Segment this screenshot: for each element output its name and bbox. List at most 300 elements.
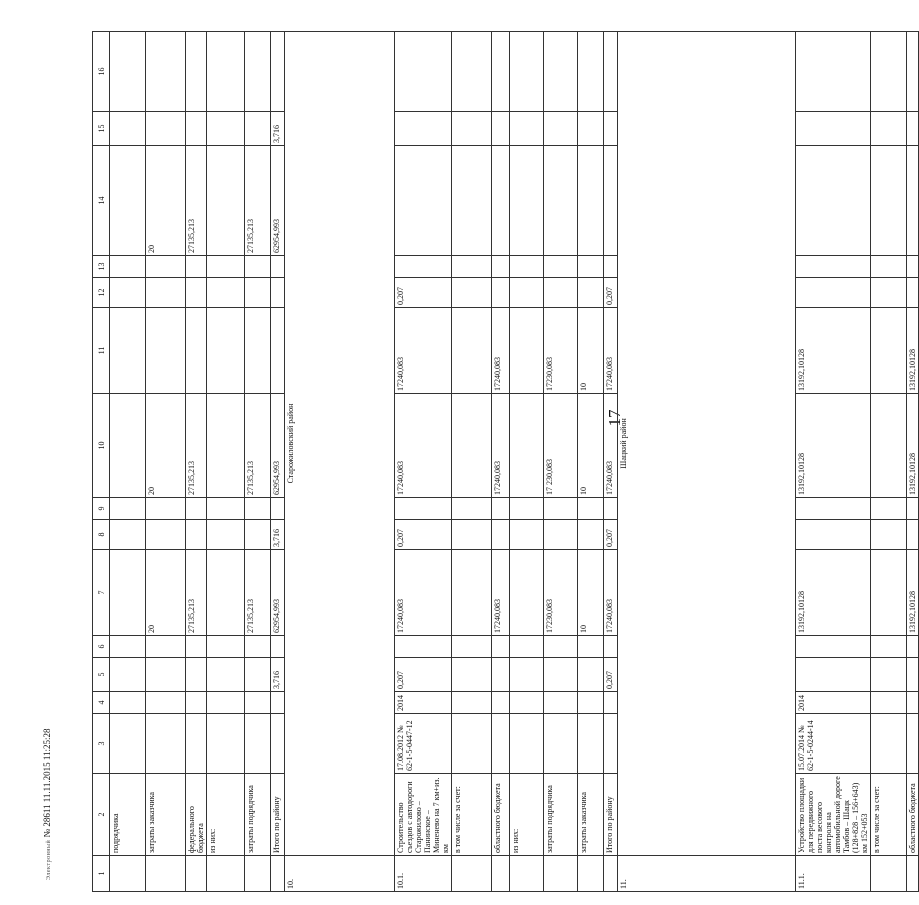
table-cell	[452, 112, 492, 146]
table-cell	[245, 692, 271, 714]
table-cell	[492, 32, 510, 112]
table-cell	[510, 146, 544, 256]
table-row	[578, 32, 604, 892]
table-cell	[146, 278, 186, 308]
table-cell	[452, 146, 492, 256]
table-cell	[207, 520, 245, 550]
table-cell	[907, 636, 919, 658]
table-cell: затраты подрядчика	[245, 774, 271, 856]
table-cell	[492, 636, 510, 658]
table-cell	[452, 308, 492, 394]
table-cell	[796, 32, 871, 112]
table-cell	[186, 308, 207, 394]
table-cell	[245, 32, 271, 112]
header-cell: 13	[93, 256, 110, 278]
table-cell	[146, 636, 186, 658]
table-cell	[146, 856, 186, 892]
table-cell	[604, 498, 618, 520]
table-cell: 10	[578, 394, 604, 498]
table-cell	[871, 256, 907, 278]
table-cell	[271, 714, 285, 774]
table-cell	[510, 636, 544, 658]
header-cell: 15	[93, 112, 110, 146]
table-cell	[110, 856, 146, 892]
table-cell	[871, 112, 907, 146]
table-cell	[796, 498, 871, 520]
document-id: № 28611 11.11.2015 11:25:28	[42, 728, 52, 838]
table-cell	[907, 32, 919, 112]
table-cell: 20	[146, 146, 186, 256]
header-cell: 9	[93, 498, 110, 520]
table-cell	[110, 520, 146, 550]
table-cell	[492, 856, 510, 892]
header-cell: 11	[93, 308, 110, 394]
table-cell	[110, 32, 146, 112]
table-cell	[578, 278, 604, 308]
header-cell: 12	[93, 278, 110, 308]
table-cell: 3,716	[271, 112, 285, 146]
table-cell: 0,207	[395, 658, 452, 692]
table-cell	[492, 146, 510, 256]
table-cell	[110, 714, 146, 774]
table-cell: 10.1.	[395, 856, 452, 892]
table-cell: 13192,10128	[907, 308, 919, 394]
table-cell: 17240,083	[492, 394, 510, 498]
table-cell	[245, 520, 271, 550]
table-cell: 0,207	[395, 278, 452, 308]
table-cell	[578, 256, 604, 278]
table-cell: из них:	[207, 774, 245, 856]
table-cell	[796, 112, 871, 146]
table-cell	[271, 856, 285, 892]
table-cell: 17240,083	[604, 308, 618, 394]
table-cell	[544, 112, 578, 146]
table-cell	[544, 278, 578, 308]
table-cell	[871, 394, 907, 498]
section-number: 10.	[285, 856, 395, 892]
table-cell	[907, 714, 919, 774]
section-title: Старожиловский район	[285, 32, 395, 856]
table-cell	[245, 856, 271, 892]
table-cell	[271, 498, 285, 520]
table-cell	[110, 550, 146, 636]
budget-table-container	[92, 32, 917, 892]
table-cell: 13192,10128	[907, 550, 919, 636]
table-cell	[452, 692, 492, 714]
table-cell	[110, 658, 146, 692]
table-cell: 3,716	[271, 520, 285, 550]
table-row	[452, 32, 492, 892]
table-cell	[578, 498, 604, 520]
table-cell	[604, 256, 618, 278]
table-cell: 13192,10128	[796, 394, 871, 498]
table-cell	[871, 146, 907, 256]
table-row	[510, 32, 544, 892]
table-cell	[146, 256, 186, 278]
table-cell	[271, 32, 285, 112]
table-cell	[245, 714, 271, 774]
table-cell: 17240,083	[604, 394, 618, 498]
table-cell	[395, 146, 452, 256]
table-cell	[207, 278, 245, 308]
table-cell	[271, 636, 285, 658]
table-cell: 15.07.2014 № 62-1-5-0244-14	[796, 714, 871, 774]
table-cell	[871, 692, 907, 714]
header-cell: 14	[93, 146, 110, 256]
table-cell	[186, 636, 207, 658]
table-cell	[245, 636, 271, 658]
table-cell	[604, 692, 618, 714]
table-row	[110, 32, 146, 892]
section-row	[618, 32, 796, 892]
page-number: 17	[605, 409, 624, 427]
table-cell	[544, 520, 578, 550]
table-cell	[207, 146, 245, 256]
table-cell: 17240,083	[492, 308, 510, 394]
table-cell	[207, 308, 245, 394]
header-cell: 8	[93, 520, 110, 550]
table-cell: 13192,10128	[796, 308, 871, 394]
table-cell	[207, 498, 245, 520]
table-cell	[604, 112, 618, 146]
header-cell: 4	[93, 692, 110, 714]
table-cell: затраты заказчика	[146, 774, 186, 856]
table-cell	[544, 714, 578, 774]
header-cell: 2	[93, 774, 110, 856]
table-cell	[146, 520, 186, 550]
table-cell: 13192,10128	[907, 394, 919, 498]
table-cell	[207, 32, 245, 112]
table-cell	[110, 692, 146, 714]
table-cell: подрядчика	[110, 774, 146, 856]
table-cell	[245, 308, 271, 394]
table-cell	[207, 658, 245, 692]
table-cell	[578, 520, 604, 550]
table-cell	[110, 636, 146, 658]
table-cell	[544, 32, 578, 112]
section-title: Шацкий район	[618, 32, 796, 856]
table-cell: затраты подрядчика	[544, 774, 578, 856]
table-cell	[907, 256, 919, 278]
table-cell	[604, 32, 618, 112]
table-cell	[146, 32, 186, 112]
table-cell	[452, 256, 492, 278]
table-cell	[110, 308, 146, 394]
table-cell	[578, 112, 604, 146]
table-cell	[604, 714, 618, 774]
table-cell	[907, 278, 919, 308]
table-cell	[395, 32, 452, 112]
table-cell	[578, 856, 604, 892]
table-cell	[510, 714, 544, 774]
table-header-row	[93, 32, 110, 892]
table-cell	[452, 32, 492, 112]
table-cell	[871, 856, 907, 892]
table-cell	[186, 658, 207, 692]
table-cell	[186, 714, 207, 774]
header-cell: 1	[93, 856, 110, 892]
table-cell	[510, 112, 544, 146]
header-cell: 10	[93, 394, 110, 498]
table-cell	[510, 394, 544, 498]
header-cell: 7	[93, 550, 110, 636]
table-cell: 17240,083	[604, 550, 618, 636]
budget-table	[92, 31, 919, 892]
table-cell	[544, 498, 578, 520]
table-cell: 27135,213	[245, 394, 271, 498]
table-cell: 17240,083	[492, 550, 510, 636]
table-cell	[186, 256, 207, 278]
table-cell: 62954,993	[271, 550, 285, 636]
table-cell: 20	[146, 394, 186, 498]
table-cell	[110, 146, 146, 256]
table-row	[146, 32, 186, 892]
table-cell	[207, 550, 245, 636]
section-row	[285, 32, 395, 892]
table-row	[604, 32, 618, 892]
table-cell: 27135,213	[186, 146, 207, 256]
table-cell	[110, 112, 146, 146]
table-cell	[110, 256, 146, 278]
table-cell	[207, 394, 245, 498]
table-cell	[510, 256, 544, 278]
table-cell	[146, 112, 186, 146]
table-cell: в том числе за счет:	[871, 774, 907, 856]
table-cell	[871, 308, 907, 394]
table-cell	[146, 658, 186, 692]
table-cell	[871, 278, 907, 308]
table-cell	[510, 308, 544, 394]
table-cell	[146, 498, 186, 520]
table-cell	[492, 498, 510, 520]
header-cell: 6	[93, 636, 110, 658]
table-cell: из них:	[510, 774, 544, 856]
table-cell	[796, 256, 871, 278]
table-cell	[271, 278, 285, 308]
table-cell	[871, 636, 907, 658]
table-cell	[245, 498, 271, 520]
table-row	[492, 32, 510, 892]
table-cell	[245, 112, 271, 146]
table-cell: 17240,083	[395, 550, 452, 636]
table-cell	[146, 308, 186, 394]
table-cell	[452, 550, 492, 636]
table-cell	[186, 112, 207, 146]
table-cell: затраты заказчика	[578, 774, 604, 856]
table-cell	[907, 520, 919, 550]
table-cell	[871, 714, 907, 774]
table-cell: 10	[578, 550, 604, 636]
table-cell	[452, 520, 492, 550]
table-cell	[110, 394, 146, 498]
table-cell	[452, 856, 492, 892]
table-cell: в том числе за счет:	[452, 774, 492, 856]
table-cell	[207, 714, 245, 774]
table-cell	[186, 692, 207, 714]
table-cell: 11.1.	[796, 856, 871, 892]
table-cell	[604, 146, 618, 256]
table-cell	[871, 520, 907, 550]
table-cell	[452, 498, 492, 520]
table-row	[395, 32, 452, 892]
header-cell: 3	[93, 714, 110, 774]
table-cell: Устройство площадки для передвижного поста весового контроля на автомобильной дороге Тамбов – Шацк (128+828 – 156+643) км 152+053	[796, 774, 871, 856]
table-cell	[271, 256, 285, 278]
table-cell	[395, 256, 452, 278]
table-cell	[510, 278, 544, 308]
table-cell: 17240,083	[395, 308, 452, 394]
table-row	[796, 32, 871, 892]
table-cell	[207, 856, 245, 892]
table-cell	[871, 658, 907, 692]
table-cell	[510, 856, 544, 892]
table-cell	[395, 498, 452, 520]
table-cell	[796, 278, 871, 308]
table-row	[907, 32, 919, 892]
table-cell	[146, 714, 186, 774]
table-cell: 2014	[395, 692, 452, 714]
table-cell	[578, 636, 604, 658]
table-cell	[796, 520, 871, 550]
table-cell	[110, 498, 146, 520]
table-cell	[544, 636, 578, 658]
table-row	[245, 32, 271, 892]
table-cell	[871, 32, 907, 112]
table-cell: 2014	[796, 692, 871, 714]
table-cell	[146, 692, 186, 714]
table-cell	[271, 308, 285, 394]
table-cell	[871, 550, 907, 636]
table-cell	[578, 658, 604, 692]
table-cell	[186, 520, 207, 550]
electronic-registry-stamp	[42, 400, 56, 880]
table-cell	[492, 278, 510, 308]
table-cell: 27135,213	[186, 550, 207, 636]
table-cell	[544, 256, 578, 278]
table-cell	[492, 256, 510, 278]
table-cell	[510, 692, 544, 714]
header-cell: 5	[93, 658, 110, 692]
table-cell	[271, 692, 285, 714]
table-cell	[245, 658, 271, 692]
table-cell: 17230,083	[544, 550, 578, 636]
table-cell	[796, 658, 871, 692]
table-cell	[907, 498, 919, 520]
table-cell	[452, 278, 492, 308]
table-cell	[186, 278, 207, 308]
table-cell: 20	[146, 550, 186, 636]
table-cell	[544, 856, 578, 892]
table-cell	[578, 146, 604, 256]
table-cell	[395, 636, 452, 658]
table-row	[207, 32, 245, 892]
table-cell	[604, 856, 618, 892]
table-cell	[510, 550, 544, 636]
table-cell	[544, 146, 578, 256]
table-cell	[907, 146, 919, 256]
table-cell	[492, 112, 510, 146]
table-cell: 13192,10128	[796, 550, 871, 636]
table-cell	[186, 498, 207, 520]
table-cell	[186, 856, 207, 892]
table-row	[186, 32, 207, 892]
table-cell	[452, 658, 492, 692]
table-cell: 10	[578, 308, 604, 394]
table-cell	[452, 714, 492, 774]
table-cell	[245, 278, 271, 308]
table-cell	[207, 636, 245, 658]
table-cell	[492, 714, 510, 774]
table-cell	[871, 498, 907, 520]
table-cell	[207, 256, 245, 278]
table-cell: Итого по району	[271, 774, 285, 856]
table-cell	[907, 692, 919, 714]
table-cell: 62954,993	[271, 394, 285, 498]
section-number: 11.	[618, 856, 796, 892]
table-row	[544, 32, 578, 892]
table-cell	[452, 636, 492, 658]
table-cell	[110, 278, 146, 308]
table-cell: 3,716	[271, 658, 285, 692]
table-cell	[207, 112, 245, 146]
table-cell	[907, 658, 919, 692]
header-cell: 16	[93, 32, 110, 112]
table-cell	[907, 112, 919, 146]
table-cell: 0,207	[395, 520, 452, 550]
table-cell: 27135,213	[245, 146, 271, 256]
table-cell: 17 230,083	[544, 394, 578, 498]
table-cell: 17240,083	[395, 394, 452, 498]
table-cell	[492, 692, 510, 714]
table-cell: Строительство съездов с автодороги Старожилово – Панинское – Миненево на 7 км+из. км	[395, 774, 452, 856]
table-cell	[510, 498, 544, 520]
table-cell	[796, 146, 871, 256]
table-cell: Итого по району	[604, 774, 618, 856]
table-cell: 0,207	[604, 278, 618, 308]
table-cell: 0,207	[604, 520, 618, 550]
table-cell	[907, 856, 919, 892]
table-cell: 17230,083	[544, 308, 578, 394]
table-cell: областного бюджета	[492, 774, 510, 856]
table-cell	[395, 112, 452, 146]
table-cell: 62954,993	[271, 146, 285, 256]
table-cell: 0,207	[604, 658, 618, 692]
table-cell	[544, 658, 578, 692]
table-cell: 27135,213	[245, 550, 271, 636]
table-cell	[186, 32, 207, 112]
table-cell	[245, 256, 271, 278]
table-row	[271, 32, 285, 892]
table-cell	[510, 658, 544, 692]
table-cell	[492, 658, 510, 692]
table-cell: 17.08.2012 № 62-1-5-0447-12	[395, 714, 452, 774]
table-cell: федерального бюджета	[186, 774, 207, 856]
table-cell	[492, 520, 510, 550]
table-cell	[578, 692, 604, 714]
table-cell	[452, 394, 492, 498]
table-cell	[578, 714, 604, 774]
table-cell: областного бюджета	[907, 774, 919, 856]
registry-label: Электронный	[46, 839, 52, 880]
table-cell	[207, 692, 245, 714]
table-cell	[510, 32, 544, 112]
table-cell	[578, 32, 604, 112]
table-cell	[796, 636, 871, 658]
table-cell	[510, 520, 544, 550]
table-row	[871, 32, 907, 892]
table-cell	[604, 636, 618, 658]
table-cell	[544, 692, 578, 714]
